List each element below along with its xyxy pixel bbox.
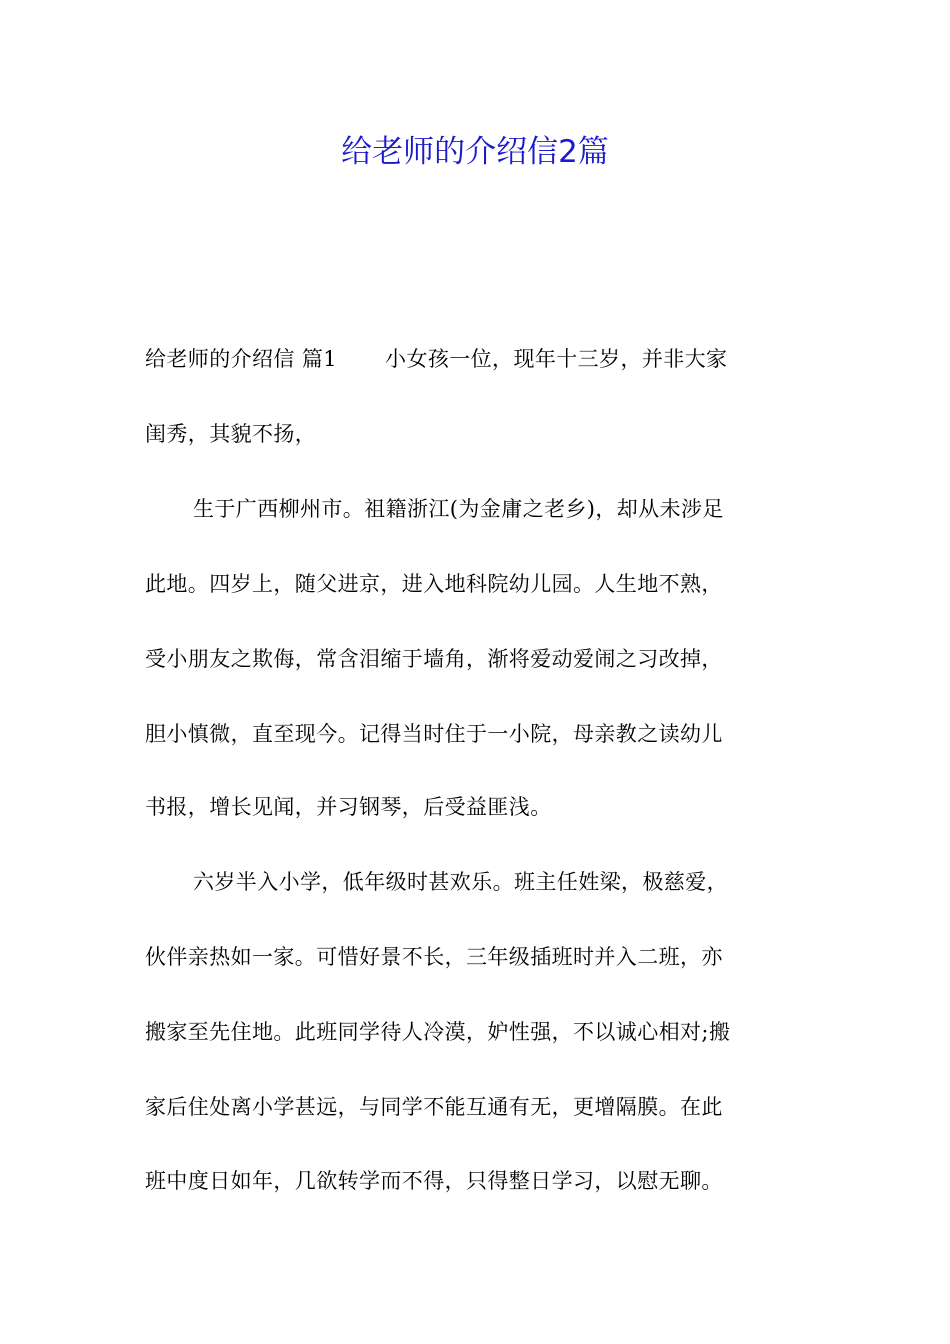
text-line-7: 书报，增长见闻，并习钢琴，后受益匪浅。 [145,795,552,819]
text-line-10: 搬家至先住地。此班同学待人冷漠，妒性强，不以诚心相对;搬 [145,1020,731,1044]
text-line-2: 闺秀，其貌不扬， [145,422,317,446]
text-line-4: 此地。四岁上，随父进京，进入地科院幼儿园。人生地不熟， [145,572,723,596]
text-line-11: 家后住处离小学甚远，与同学不能互通有无，更增隔膜。在此 [145,1095,723,1119]
text-line-1-content: 小女孩一位，现年十三岁，并非大家 [385,347,728,371]
text-line-12: 班中度日如年，几欲转学而不得，只得整日学习，以慰无聊。 [145,1169,723,1193]
text-line-6: 胆小慎微，直至现今。记得当时住于一小院，母亲教之读幼儿 [145,722,723,746]
text-line-5: 受小朋友之欺侮，常含泪缩于墙角，渐将爱动爱闹之习改掉， [145,647,723,671]
section-heading: 给老师的介绍信 篇1 [145,347,338,371]
document-title: 给老师的介绍信2篇 [341,134,609,170]
text-line-8: 六岁半入小学，低年级时甚欢乐。班主任姓梁，极慈爱， [193,870,728,894]
text-line-3: 生于广西柳州市。祖籍浙江(为金庸之老乡)，却从未涉足 [193,497,724,521]
text-line-9: 伙伴亲热如一家。可惜好景不长，三年级插班时并入二班，亦 [145,945,723,969]
text-line-1 [145,344,810,374]
